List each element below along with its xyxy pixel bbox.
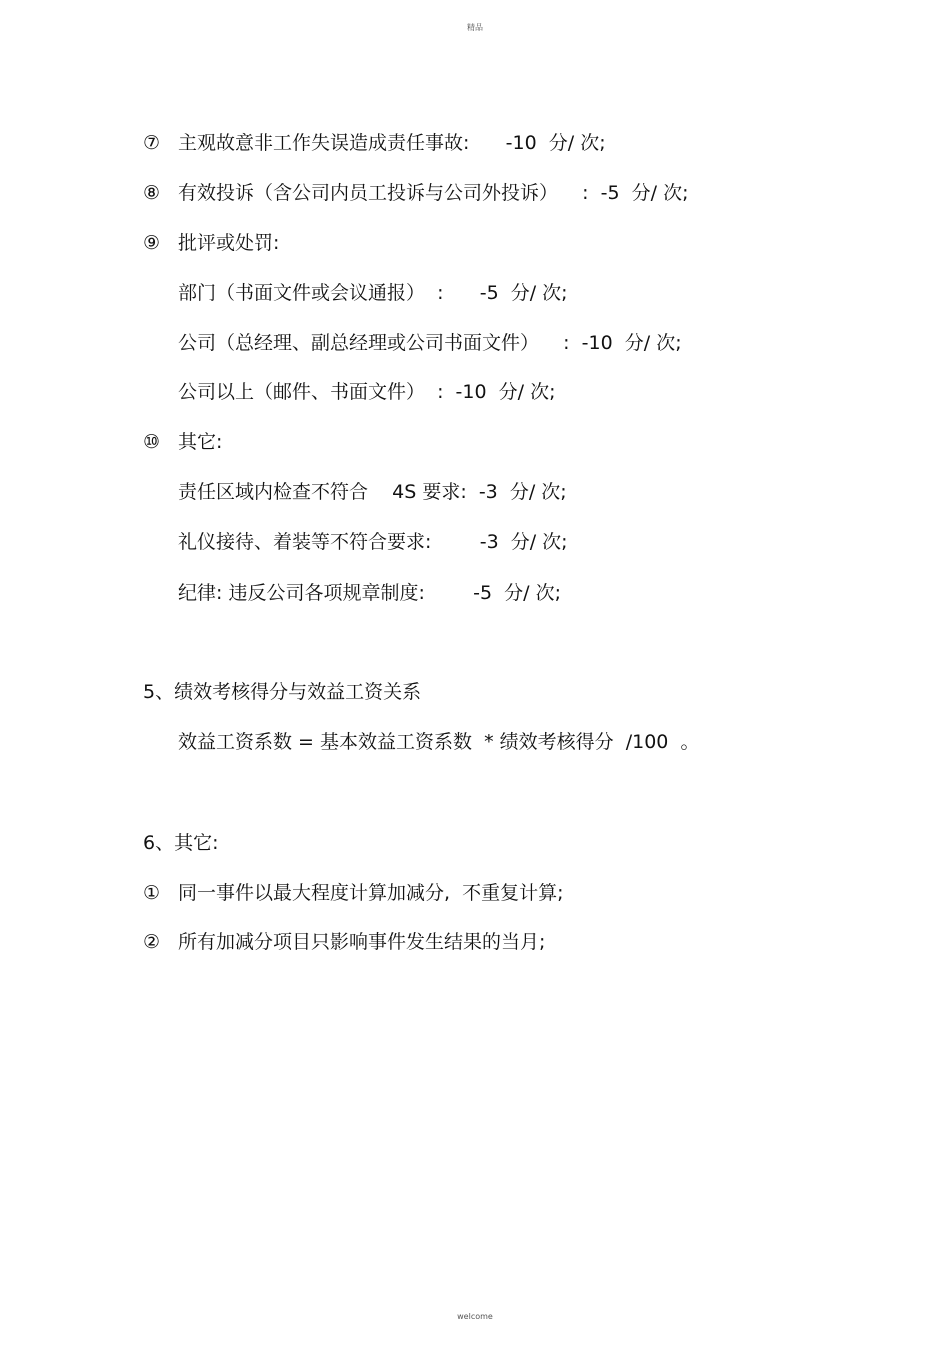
section6-text-2: 所有加减分项目只影响事件发生结果的当月;	[178, 931, 546, 953]
section6-marker-2: ②	[143, 931, 161, 953]
item-text-9: 批评或处罚:	[178, 232, 280, 254]
item-marker-8: ⑧	[143, 182, 161, 204]
item10-sub-1: 责任区域内检查不符合 4S 要求: -3 分/ 次;	[178, 481, 567, 503]
section6-heading: 6、其它:	[143, 832, 219, 854]
item-text-8: 有效投诉（含公司内员工投诉与公司外投诉） : -5 分/ 次;	[178, 182, 689, 204]
item10-sub-3: 纪律: 违反公司各项规章制度: -5 分/ 次;	[178, 582, 562, 604]
item-text-10: 其它:	[178, 431, 223, 453]
footer-mark: welcome	[457, 1312, 493, 1321]
item-marker-9: ⑨	[143, 232, 161, 254]
section6-marker-1: ①	[143, 882, 161, 904]
item-marker-7: ⑦	[143, 132, 161, 154]
item-marker-10: ⑩	[143, 431, 161, 453]
item10-sub-2: 礼仪接待、着装等不符合要求: -3 分/ 次;	[178, 531, 568, 553]
section5-heading: 5、绩效考核得分与效益工资关系	[143, 681, 422, 703]
item9-sub-1: 部门（书面文件或会议通报） : -5 分/ 次;	[178, 282, 568, 304]
section6-text-1: 同一事件以最大程度计算加减分, 不重复计算;	[178, 882, 564, 904]
item-text-7: 主观故意非工作失误造成责任事故: -10 分/ 次;	[178, 132, 606, 154]
section5-formula: 效益工资系数 = 基本效益工资系数 * 绩效考核得分 /100 。	[178, 731, 700, 753]
header-mark: 精品	[467, 23, 483, 32]
item9-sub-2: 公司（总经理、副总经理或公司书面文件） : -10 分/ 次;	[178, 332, 682, 354]
item9-sub-3: 公司以上（邮件、书面文件） : -10 分/ 次;	[178, 381, 556, 403]
